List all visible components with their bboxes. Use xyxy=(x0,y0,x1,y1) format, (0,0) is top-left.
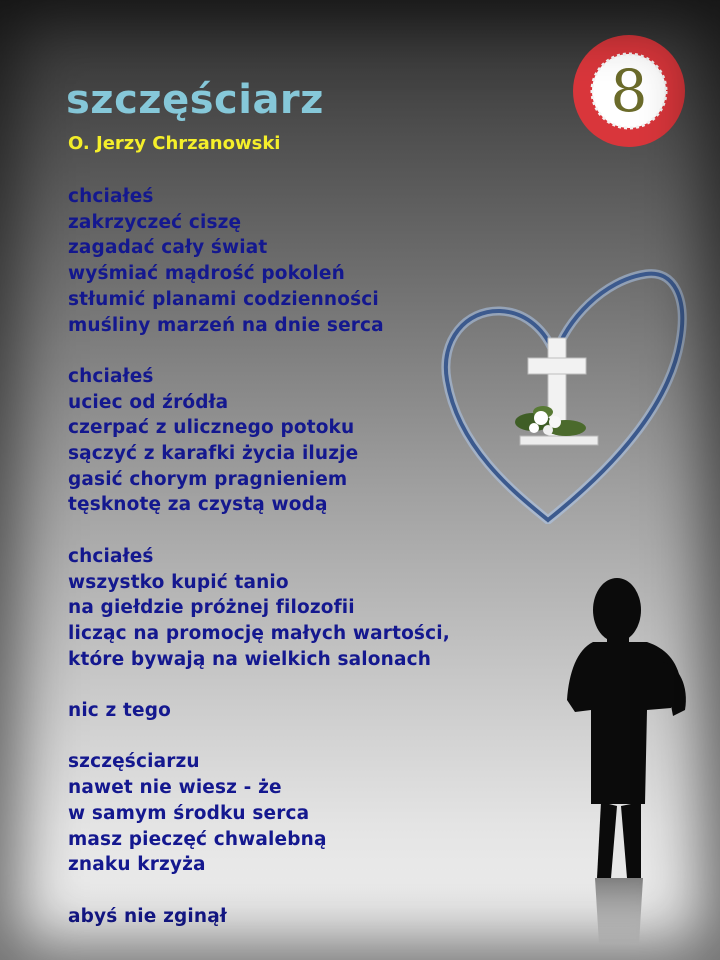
poem-line: sączyć z karafki życia iluzje xyxy=(68,443,359,465)
poem-line: abyś nie zginął xyxy=(68,905,227,927)
heart-outline-icon xyxy=(438,262,688,524)
poem-line: szczęściarzu xyxy=(68,751,200,773)
poem-author: O. Jerzy Chrzanowski xyxy=(68,133,281,154)
poem-title: szczęściarz xyxy=(66,77,324,123)
poem-line: w samym środku serca xyxy=(68,802,310,824)
poem-line: chciałeś xyxy=(68,365,154,387)
poem-line: masz pieczęć chwalebną xyxy=(68,828,327,850)
badge-number: 8 xyxy=(610,57,648,125)
poem-line: wszystko kupić tanio xyxy=(68,571,289,593)
poem-line: wyśmiać mądrość pokoleń xyxy=(68,263,345,285)
poem-stanza xyxy=(68,749,450,878)
poem-line: tęsknotę za czystą wodą xyxy=(68,494,328,516)
poem-line: chciałeś xyxy=(68,186,154,207)
number-badge xyxy=(572,34,686,148)
poem-line: znaku krzyża xyxy=(68,854,206,876)
poem-line: stłumić planami codzienności xyxy=(68,288,379,310)
poem-stanza xyxy=(68,364,450,518)
poem-line: chciałeś xyxy=(68,545,154,567)
poem-line: zagadać cały świat xyxy=(68,237,268,259)
poem-line: licząc na promocję małych wartości, xyxy=(68,622,450,644)
cross-with-lilies-icon xyxy=(515,338,598,445)
poem-stanza xyxy=(68,904,450,930)
poem-line: na giełdzie próżnej filozofii xyxy=(68,597,355,619)
poem-line: nawet nie wiesz - że xyxy=(68,777,282,799)
boy-silhouette xyxy=(555,560,695,950)
poem-line: gasić chorym pragnieniem xyxy=(68,468,348,490)
poem-line: nic z tego xyxy=(68,700,171,722)
poem-stanza xyxy=(68,184,450,338)
poem-body xyxy=(68,184,450,929)
poem-line: muśliny marzeń na dnie serca xyxy=(68,314,384,336)
poem-line: uciec od źródła xyxy=(68,391,229,413)
poem-line: które bywają na wielkich salonach xyxy=(68,648,432,670)
poem-line: czerpać z ulicznego potoku xyxy=(68,417,355,439)
poem-stanza xyxy=(68,698,450,724)
poem-stanza xyxy=(68,544,450,673)
poem-line: zakrzyczeć ciszę xyxy=(68,211,242,233)
